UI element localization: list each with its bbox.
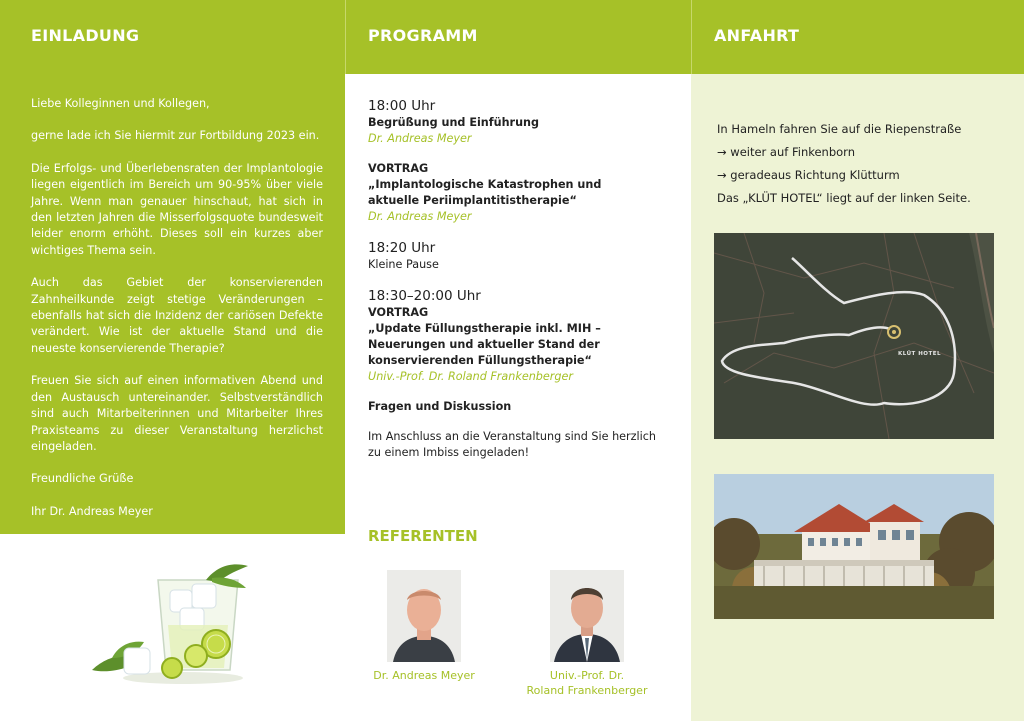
- mojito-glass-illustration: [88, 560, 258, 690]
- speaker-portrait-image: [550, 570, 624, 662]
- program-discussion: Fragen und Diskussion: [368, 400, 512, 413]
- program-time: 18:20 Uhr: [368, 240, 436, 256]
- program-talk-title: „Implantologische Katastrophen und aktuelle Periimplantitistherapie“: [368, 178, 602, 207]
- invitation-paragraph: gerne lade ich Sie hiermit zur Fortbildung 2023 ein.: [31, 129, 320, 143]
- directions-line: In Hameln fahren Sie auf die Riepenstraße: [717, 122, 962, 136]
- speaker-name-line: Univ.-Prof. Dr.: [549, 669, 625, 682]
- directions-line: → geradeaus Richtung Klütturm: [717, 168, 900, 182]
- invitation-paragraph: Auch das Gebiet der konservierenden Zahnheilkunde zeigt stetige Veränderungen – ebenfalls hat sich die Inzidenz der cariösen Defekte verändert. Wie ist der aktuelle Stand und die neueste konservierende Therapie?: [31, 276, 323, 355]
- directions-text: [717, 118, 971, 210]
- invitation-signature: Ihr Dr. Andreas Meyer: [31, 504, 153, 518]
- program-talk-title: „Update Füllungstherapie inkl. MIH – Neuerungen und aktueller Stand der konservierenden Füllungstherapie“: [368, 322, 601, 367]
- header-divider: [345, 0, 346, 74]
- program-item-title: Begrüßung und Einführung: [368, 116, 540, 129]
- map-hotel-label: KLÜT HOTEL: [898, 351, 941, 357]
- speaker-name: Dr. Andreas Meyer: [373, 669, 475, 682]
- directions-heading: ANFAHRT: [714, 26, 800, 45]
- program-heading: PROGRAMM: [368, 26, 478, 45]
- invitation-greeting: Liebe Kolleginnen und Kollegen,: [31, 97, 210, 110]
- route-map-image: [714, 233, 994, 439]
- program-speaker: Dr. Andreas Meyer: [368, 210, 472, 223]
- program-item-title: Kleine Pause: [368, 258, 439, 271]
- program-speaker: Dr. Andreas Meyer: [368, 132, 472, 145]
- directions-line: → weiter auf Finkenborn: [717, 145, 855, 159]
- invitation-heading: EINLADUNG: [31, 26, 140, 45]
- speaker-portrait-image: [387, 570, 461, 662]
- speaker-name: [512, 668, 662, 698]
- invitation-paragraph: Die Erfolgs- und Überlebensraten der Implantologie liegen eigentlich im Bereich um 90-95% über viele Jahre. Wenn man genauer hinschaut, hat sich in den letzten Jahren die Misserfolgsquote bundesweit leider enorm erhöht. Dieses soll ein kurzes aber wichtiges Thema sein.: [31, 161, 323, 257]
- speakers-heading: REFERENTEN: [368, 527, 478, 545]
- directions-line: Das „KLÜT HOTEL“ liegt auf der linken Seite.: [717, 191, 971, 205]
- hotel-building-image: [714, 474, 994, 619]
- invitation-text: [31, 96, 323, 536]
- program-list: [368, 97, 673, 461]
- invitation-closing: Freundliche Grüße: [31, 472, 134, 486]
- header-divider: [691, 0, 692, 74]
- speaker-photo: [387, 570, 461, 662]
- invitation-paragraph: Freuen Sie sich auf einen informativen Abend und den Austausch untereinander. Selbstverständlich sind auch Mitarbeiterinnen und Mitarbeiter Ihres Praxisteams zu dieser Veranstaltung herzlichst eingeladen.: [31, 374, 323, 453]
- speaker-name-line: Roland Frankenberger: [526, 684, 648, 697]
- hotel-photo: [714, 474, 994, 619]
- speaker-photo: [550, 570, 624, 662]
- route-map: [714, 233, 994, 439]
- program-closing-note: Im Anschluss an die Veranstaltung sind Sie herzlich zu einem Imbiss eingeladen!: [368, 430, 656, 459]
- header-bar: [0, 0, 1024, 74]
- program-speaker: Univ.-Prof. Dr. Roland Frankenberger: [368, 370, 573, 383]
- program-time: 18:00 Uhr: [368, 98, 436, 114]
- program-label: VORTRAG: [368, 162, 429, 175]
- program-label: VORTRAG: [368, 306, 429, 319]
- program-time: 18:30–20:00 Uhr: [368, 288, 481, 304]
